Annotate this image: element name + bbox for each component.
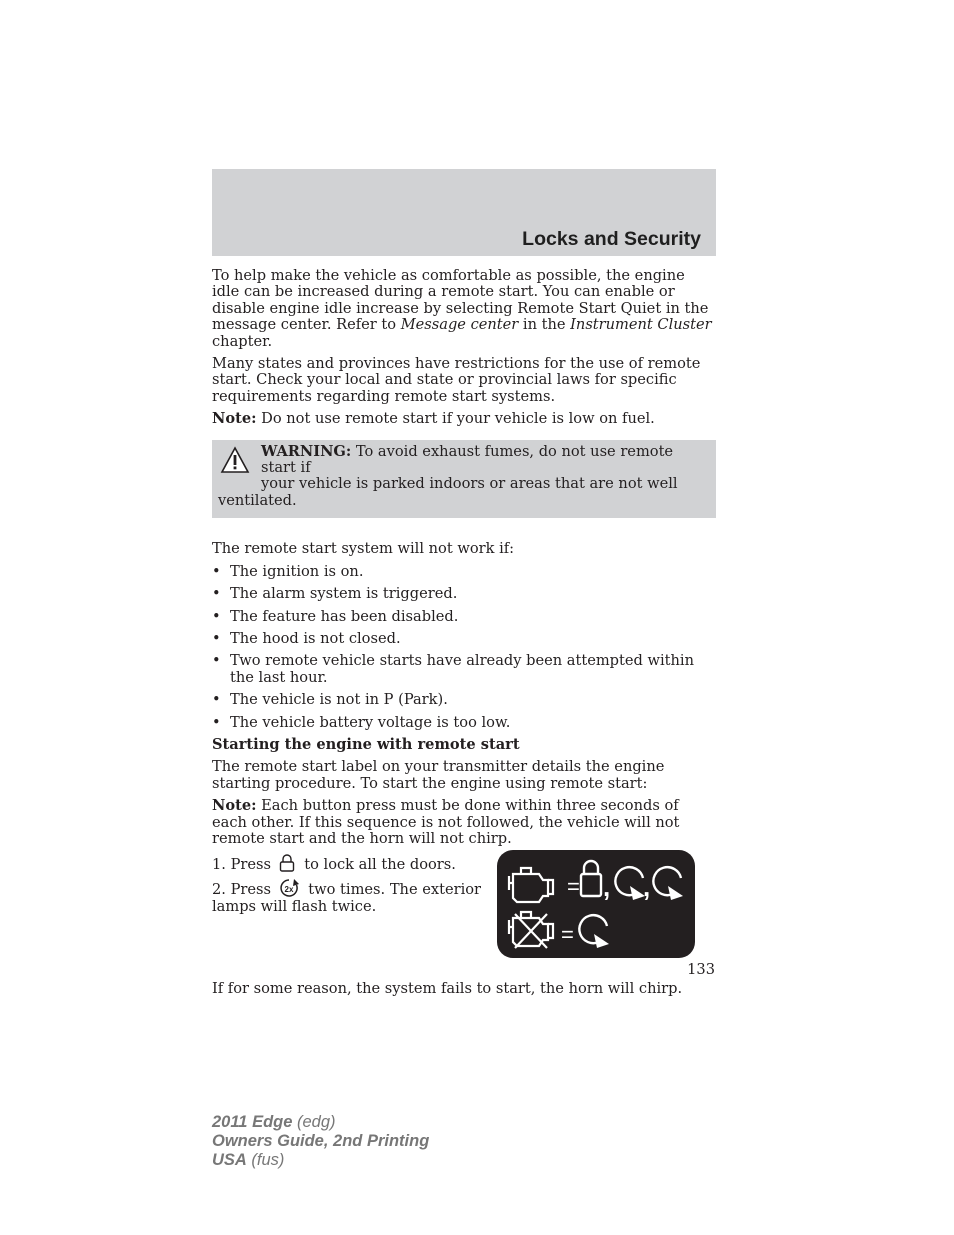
intro-text: To help make the vehicle as comfortable as possible, the engine idle can be increased during a remote start. You can enable or disable engine idle increase by selecting Remote Start Quiet in the message center. Refer to (212, 267, 709, 334)
page-number: 133 (687, 961, 715, 978)
intro-text-2: in the (518, 316, 571, 334)
page-content (212, 268, 716, 1004)
condition-item (212, 692, 716, 708)
svg-text:,: , (603, 872, 611, 903)
condition-item (212, 653, 716, 686)
footer-model-code: (edg) (292, 1113, 336, 1131)
lock-button-icon (278, 853, 296, 873)
condition-item (212, 586, 716, 602)
condition-text: The ignition is on. (230, 562, 364, 580)
footer-line-2 (212, 1132, 429, 1151)
section-header-band (212, 169, 716, 256)
step-2-prefix: 2. Press (212, 881, 271, 899)
condition-item (212, 564, 716, 580)
bullet: • (212, 607, 221, 625)
remote-start-label-diagram (497, 850, 695, 958)
footer (212, 1113, 429, 1170)
remote-start-button-icon (278, 878, 300, 898)
conditions-intro: The remote start system will not work if: (212, 540, 515, 558)
condition-text: The alarm system is triggered. (230, 585, 458, 603)
step-1 (212, 853, 456, 873)
starting-paragraph: The remote start label on your transmitter details the engine starting procedure. To start the engine using remote start: (212, 758, 665, 792)
instrument-cluster-ref: Instrument Cluster (570, 316, 712, 334)
starting-heading: Starting the engine with remote start (212, 735, 520, 753)
step-2-suffix: two times. The exterior lamps will flash twice. (212, 881, 482, 915)
failure-note: If for some reason, the system fails to start, the horn will chirp. (212, 980, 683, 998)
bullet: • (212, 652, 221, 670)
note-text: Do not use remote start if your vehicle is low on fuel. (256, 410, 655, 428)
condition-item (212, 631, 716, 647)
svg-text:,: , (643, 872, 651, 903)
condition-text: The vehicle battery voltage is too low. (230, 713, 511, 731)
svg-text:=: = (561, 922, 574, 948)
footer-market: USA (212, 1151, 247, 1169)
warning-text (218, 444, 708, 510)
svg-text:=: = (567, 874, 580, 900)
restrictions-paragraph: Many states and provinces have restrictions for the use of remote start. Check your local and state or provincial laws for specific requirements regarding remote start systems. (212, 355, 701, 405)
message-center-ref: Message center (400, 316, 519, 334)
footer-model: 2011 Edge (212, 1113, 293, 1131)
condition-item (212, 715, 716, 731)
step-2 (212, 878, 482, 915)
steps-block (212, 853, 716, 981)
footer-line-1 (212, 1113, 429, 1132)
svg-text:2x: 2x (284, 885, 294, 895)
bullet: • (212, 562, 221, 580)
footer-guide: Owners Guide, 2nd Printing (212, 1132, 430, 1150)
condition-text: The hood is not closed. (230, 629, 401, 647)
section-title: Locks and Security (522, 228, 701, 250)
note-label-2: Note: (212, 797, 257, 815)
warning-line1: To avoid exhaust fumes, do not use remote start if (261, 442, 674, 477)
warning-line2: your vehicle is parked indoors or areas that are not well (261, 475, 678, 493)
intro-text-3: chapter. (212, 332, 273, 350)
condition-item (212, 609, 716, 625)
condition-text: Two remote vehicle starts have already been attempted within the last hour. (230, 652, 694, 686)
footer-line-3 (212, 1151, 429, 1170)
bullet: • (212, 713, 221, 731)
bullet: • (212, 585, 221, 603)
condition-text: The vehicle is not in P (Park). (230, 691, 448, 709)
note-text-2: Each button press must be done within three seconds of each other. If this sequence is not followed, the vehicle will not remote start and the horn will not chirp. (212, 797, 680, 847)
bullet: • (212, 629, 221, 647)
step-1-prefix: 1. Press (212, 856, 271, 874)
fuel-note (212, 411, 716, 427)
button-press-note (212, 798, 716, 847)
footer-market-code: (fus) (246, 1151, 285, 1169)
warning-box (212, 440, 716, 519)
condition-text: The feature has been disabled. (230, 607, 459, 625)
step-1-suffix: to lock all the doors. (304, 856, 456, 874)
warning-label: WARNING: (261, 442, 352, 460)
warning-line3: ventilated. (218, 491, 297, 509)
warning-triangle-icon (220, 446, 250, 474)
intro-paragraph (212, 268, 716, 350)
note-label: Note: (212, 410, 257, 428)
conditions-list (212, 564, 716, 731)
bullet: • (212, 691, 221, 709)
